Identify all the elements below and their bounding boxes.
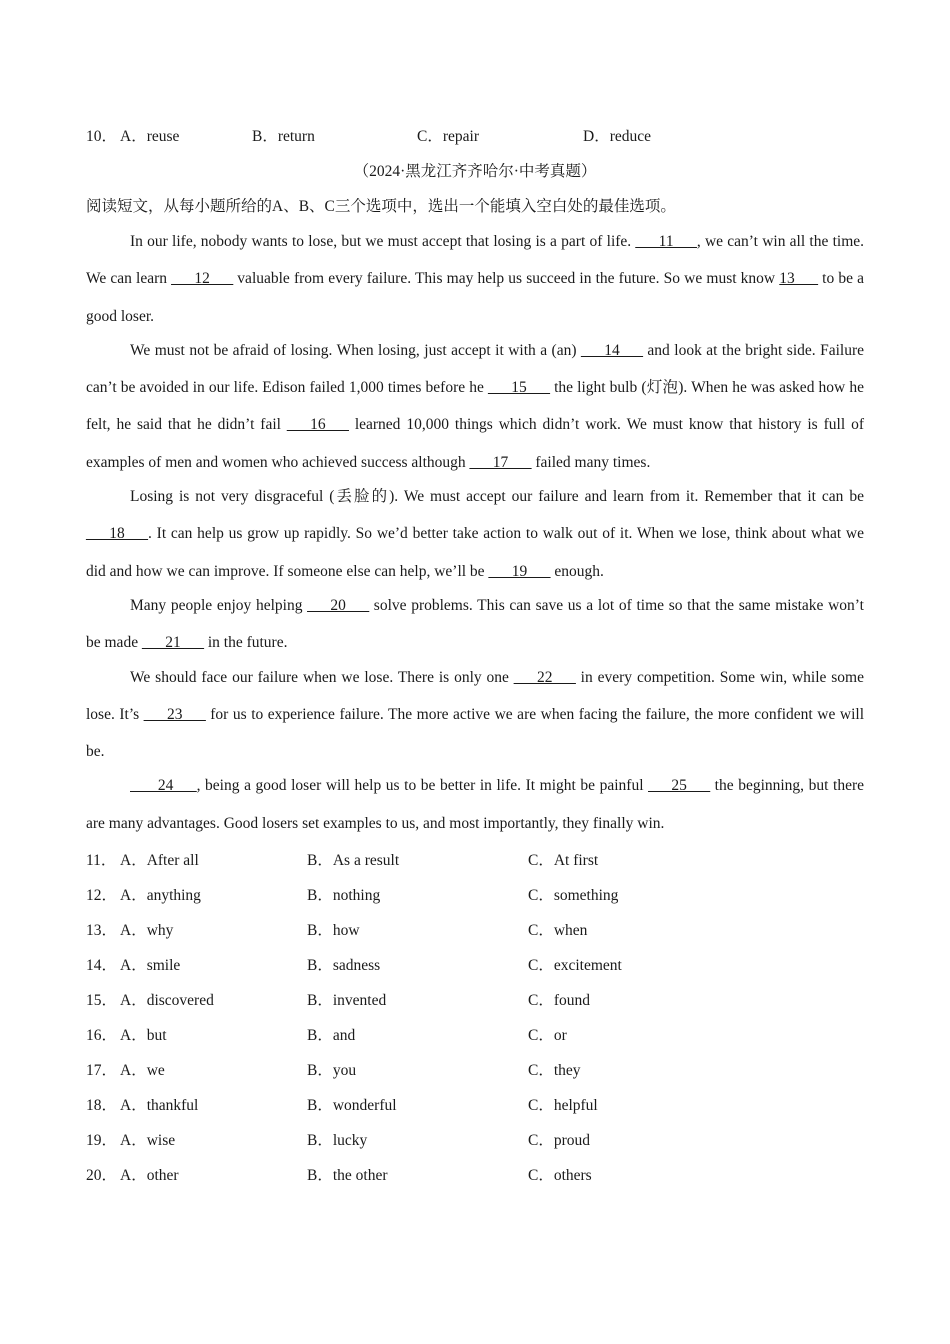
option-d: D．reduce [583,128,651,145]
text: valuable from every failure. This may help us succeed in the future. So we must know [233,270,780,288]
option-a: A．but [120,1027,167,1044]
option-c: C．when [528,922,588,939]
question-number: 17． [86,1062,118,1079]
option-a: A．we [120,1062,165,1079]
option-a: A．reuse [120,128,180,145]
question-row [86,1025,864,1047]
question-number: 19． [86,1132,118,1149]
blank-11: ___11___ [635,233,697,250]
option-c: C．proud [528,1132,591,1149]
text: In our life, nobody wants to lose, but we must accept that losing is a part of life. [130,233,636,250]
option-a: A．After all [120,852,199,869]
text: to be a good loser. [86,270,864,325]
option-b: B．nothing [307,887,381,904]
text: enough. [550,562,604,580]
question-number: 14． [86,957,118,974]
paragraph-1 [86,223,864,335]
option-b: B．and [307,1027,356,1044]
blank-21: ___21___ [141,634,204,652]
question-number: 10． [86,128,118,145]
question-row [86,920,864,942]
question-10 [86,126,864,148]
question-row [86,1130,864,1152]
text: in the future. [203,634,288,652]
text: Losing is not very disgraceful (丢脸的). We must accept our failure and learn from it. Remember that it can be [130,488,864,506]
question-number: 18． [86,1097,118,1114]
option-c: C．found [528,992,591,1009]
question-number: 20． [86,1167,118,1184]
blank-20: ___20___ [307,596,370,614]
option-b: B．sadness [307,957,381,974]
option-a: A．anything [120,887,201,904]
paragraph-6 [86,767,864,842]
paragraph-4 [86,587,864,662]
reading-passage [86,223,864,839]
option-b: B．invented [307,992,387,1009]
option-a: A．why [120,922,174,939]
text: . It can help us grow up rapidly. So we’d better take action to walk out of it. When we lose, think about what we did and how we can improve. If someone else can help, we’ll be [86,525,864,580]
option-b: B．wonderful [307,1097,397,1114]
blank-22: ___22___ [513,668,576,686]
text: , we can’t win all the time. We can learn [86,233,865,288]
text: the beginning, but there are many advantages. Good losers set examples to us, and most importantly, they finally win. [86,777,865,832]
blank-16: ___16___ [286,416,349,434]
text: , being a good loser will help us to be better in life. It might be painful [196,777,649,795]
question-number: 13． [86,922,118,939]
question-number: 12． [86,887,118,904]
exam-source: （2024·黑龙江齐齐哈尔·中考真题） [353,163,597,180]
blank-18: ___18___ [86,525,148,543]
option-a: A．thankful [120,1097,199,1114]
option-b: B．you [307,1062,357,1079]
question-row [86,955,864,977]
question-row [86,850,864,872]
text: Many people enjoy helping [130,596,308,614]
option-c: C．or [528,1027,567,1044]
question-row [86,885,864,907]
option-c: C．excitement [528,957,622,974]
blank-12: ___12___ [171,270,234,288]
question-row [86,1095,864,1117]
instruction: 阅读短文，从每小题所给的A、B、C三个选项中，选出一个能填入空白处的最佳选项。 [86,198,676,215]
text: We should face our failure when we lose. There is only one [130,668,514,686]
blank-24: ___24___ [130,777,197,795]
blank-14: ___14___ [580,341,643,359]
option-c: C．others [528,1167,592,1184]
option-c: C．repair [417,128,479,145]
text: failed many times. [531,453,651,471]
paragraph-5 [86,659,864,771]
option-c: C．At first [528,852,599,869]
text: in every competition. Some win, while some lose. It’s [86,668,864,723]
blank-23: ___23___ [143,705,206,723]
question-row [86,1165,864,1187]
question-number: 15． [86,992,118,1009]
option-a: A．other [120,1167,179,1184]
question-row [86,1060,864,1082]
option-b: B．the other [307,1167,388,1184]
option-c: C．they [528,1062,581,1079]
text: and look at the bright side. Failure can’t be avoided in our life. Edison failed 1,000 times before he [86,341,864,397]
option-a: A．smile [120,957,181,974]
option-a: A．discovered [120,992,214,1009]
paragraph-3 [86,478,864,590]
text: We must not be afraid of losing. When losing, just accept it with a (an) [130,341,581,359]
text: solve problems. This can save us a lot of time so that the same mistake won’t be made [86,596,864,652]
text: learned 10,000 things which didn’t work. We must know that history is full of examples of men and women who achieved success although [86,416,864,471]
option-b: B．As a result [307,852,400,869]
blank-19: ___19___ [488,562,551,580]
blank-25: ___25___ [648,777,711,795]
option-c: C．something [528,887,619,904]
option-a: A．wise [120,1132,176,1149]
option-b: B．how [307,922,360,939]
text: the light bulb (灯泡). When he was asked how he felt, he said that he didn’t fail [86,379,864,434]
blank-13: 13___ [779,270,819,288]
text: for us to experience failure. The more active we are when facing the failure, the more confident we will be. [86,705,864,761]
blank-17: ___17___ [469,453,532,471]
question-number: 16． [86,1027,118,1044]
option-c: C．helpful [528,1097,598,1114]
question-row [86,990,864,1012]
option-b: B．return [252,128,315,145]
option-b: B．lucky [307,1132,368,1149]
paragraph-2 [86,332,864,481]
blank-15: ___15___ [487,379,550,397]
question-number: 11． [86,852,117,869]
